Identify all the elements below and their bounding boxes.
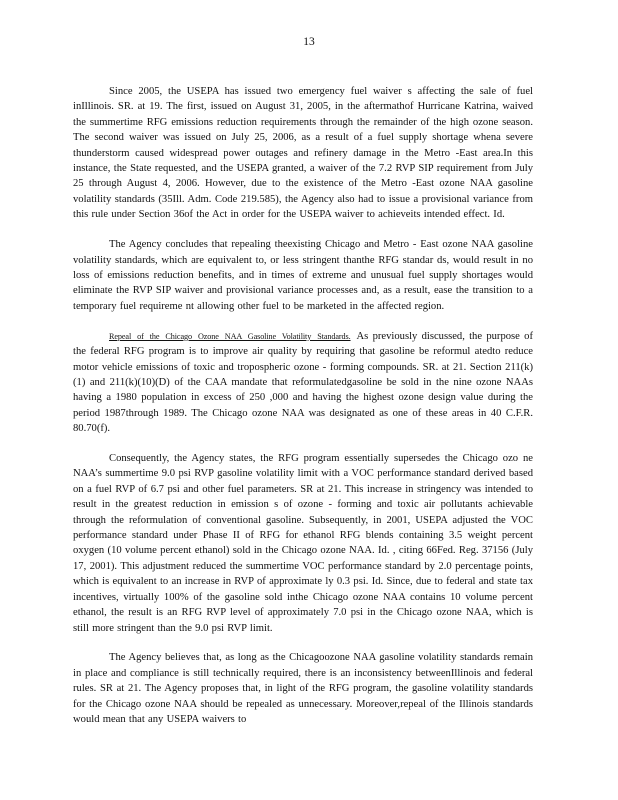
paragraph-agency-believes — [73, 650, 533, 727]
paragraph-repeal-chicago-standards — [73, 329, 533, 437]
section-heading: Repeal of the Chicago Ozone NAA Gasoline Volatility Standards. — [109, 331, 351, 341]
paragraph-text: The Agency believes that, as long as the Chicagoozone NAA gasoline volatility standards remain in place and compliance is still technically required, there is an inconsistency betweenIllinois and federal rules. SR at 21. The Agency proposes that, in light of the RFG program, the gasoline volatility standards for the Chicago ozone NAA should be repealed as unnecessary. Moreover,repeal of the Illinois standards would mean that any USEPA waivers to — [73, 652, 533, 726]
paragraph-rfg-supersedes — [73, 451, 533, 636]
paragraph-fuel-waivers — [73, 84, 533, 223]
paragraph-text: Consequently, the Agency states, the RFG program essentially supersedes the Chicago ozo ne NAA’s summertime 9.0 psi RVP gasoline volatility limit with a VOC performance standard derived based on a fuel RVP of 6.7 psi and other fuel parameters. SR at 21. This increase in stringency was intended to result in the greatest reduction in emission s of ozone - forming and toxic air pollutants achievable through the reformulation of conventional gasoline. Subsequently, in 2001, USEPA adjusted the VOC performance standard under Phase II of RFG for ethanol RFG blends containing 3.5 weight percent oxygen (10 volume percent ethanol) sold in the Chicago ozone NAA. Id. , citing 66Fed. Reg. 37156 (July 17, 2001). This adjustment reduced the summertime VOC performance standard by 2.0 percentage points, which is equivalent to an increase in RVP of approximate ly 0.3 psi. Id. Since, due to federal and state tax incentives, virtually 100% of the gasoline sold inthe Chicago ozone NAA contains 10 volume percent ethanol, the result is an RFG RVP level of approximately 7.0 psi in the Chicago ozone NAA, which is still more stringent than the 9.0 psi RVP limit. — [73, 453, 533, 634]
paragraph-text: Since 2005, the USEPA has issued two emergency fuel waiver s affecting the sale of fuel inIllinois. SR. at 19. The first, issued on August 31, 2005, in the aftermathof Hurricane Katrina, waived the summertime RFG emissions reduction requirements through the remainder of the high ozone season. The second waiver was issued on July 25, 2006, as a result of a fuel supply shortage whena severe thunderstorm caused widespread power outages and refinery damage in the Metro -East area.In this instance, the State requested, and the USEPA granted, a waiver of the 7.2 RVP SIP requirement from July 25 through August 4, 2006. However, due to the existence of the Metro -East ozone NAA gasoline volatility standards (35Ill. Adm. Code 219.585), the Agency also had to issue a provisional variance from this rule under Section 36of the Act in order for the USEPA waiver to achieveits intended effect. Id. — [73, 86, 533, 221]
paragraph-text: As previously discussed, the purpose of the federal RFG program is to improve air quality by requiring that gasoline be reformul atedto reduce motor vehicle emissions of toxic and tropospheric ozone - forming compounds. SR. at 21. Section 211(k)(1) and 211(k)(10)(D) of the CAA mandate that reformulatedgasoline be sold in the nine ozone NAAs having a 1980 population in excess of 250 ,000 and having the highest ozone design value during the period 1987through 1989. The Chicago ozone NAA was designated as one of these areas in 40 C.F.R. 80.70(f). — [73, 330, 533, 435]
paragraph-text: The Agency concludes that repealing theexisting Chicago and Metro - East ozone NAA gasoline volatility standards, which are equivalent to, or less stringent thanthe RFG standar ds, would result in no loss of emissions reduction benefits, and in times of extreme and unusual fuel supply shortages would eliminate the RVP SIP waiver and provisional variance processes and, as a result, ease the transition to a temporary fuel requireme nt allowing other fuel to be marketed in the affected region. — [73, 239, 533, 312]
document-body — [73, 84, 533, 742]
paragraph-agency-concludes — [73, 237, 533, 314]
page-number: 13 — [303, 36, 315, 48]
